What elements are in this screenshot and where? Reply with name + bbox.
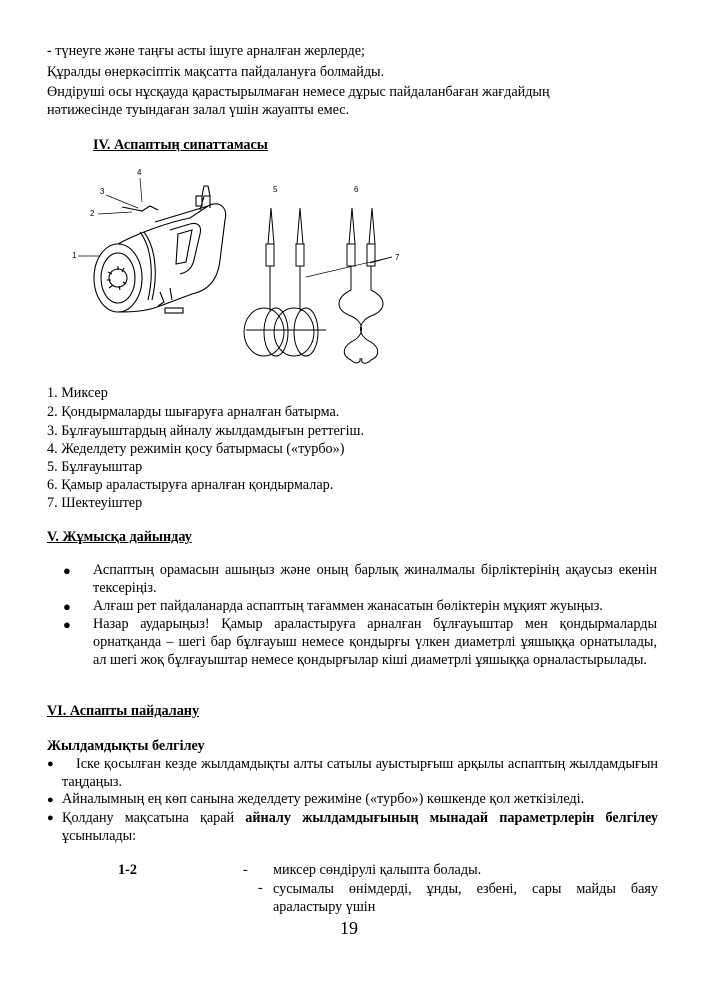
legend-item: 1. Миксер (47, 385, 108, 401)
intro-line: Құралды өнеркәсіптік мақсатта пайдалануға болмайды. (47, 64, 385, 80)
usage-bullet-3-suffix: ұсынылады: (62, 828, 137, 844)
intro-line: - түнеуге және таңғы асты ішуге арналған жерлерде; (47, 43, 365, 59)
usage-bullet-3 (62, 809, 658, 845)
dough-hooks-illustration (339, 208, 383, 363)
bullet-dot: ● (63, 617, 71, 632)
speed-item: сусымалы өнімдерді, ұнды, езбені, сары майды баяу араластыру үшін (273, 881, 658, 915)
bullet-dot: ● (47, 812, 54, 824)
speed-subtitle: Жылдамдықты белгілеу (47, 738, 205, 754)
speed-range-label: 1-2 (118, 862, 137, 878)
figure-label-1: 1 (72, 251, 77, 260)
beaters-illustration (244, 208, 326, 356)
prep-bullet: Назар аударыңыз! Қамыр араластыруға арналған бұлғауыштар мен қондырмаларды орнатқанда – шегі бар бұлғауыш немесе қондырғы үлкен диаметрлі ұяшыққа орнатылады, ал шегі жоқ бұлғауыштар немесе қондырғылар кіші диаметрлі ұяшыққа орналастырылады. (93, 616, 657, 668)
prep-bullet: Аспаптың орамасын ашыңыз және оның барлық жиналмалы бірліктерінің ақаусыз екенін тексеріңіз. (93, 562, 657, 596)
figure-label-4: 4 (137, 168, 142, 177)
mixer-figure (60, 160, 430, 375)
bullet-dot: ● (63, 563, 71, 578)
bullet-dot: ● (47, 758, 54, 770)
figure-label-3: 3 (100, 187, 105, 196)
usage-bullet: Айналымның ең көп санына жеделдету режиміне («турбо») көшкенде қол жеткізіледі. (62, 791, 585, 807)
legend-item: 5. Бұлғауыштар (47, 459, 143, 475)
figure-label-2: 2 (90, 209, 95, 218)
bullet-dot: ● (63, 599, 71, 614)
page-number: 19 (340, 918, 358, 938)
legend-item: 2. Қондырмаларды шығаруға арналған батырма. (47, 404, 340, 420)
figure-label-7: 7 (395, 253, 400, 262)
usage-bullet: Іске қосылған кезде жылдамдықты алты сатылы ауыстырғыш арқылы аспаптың жылдамдығын таңдаңыз. (62, 756, 658, 790)
usage-bullet-3-prefix: Қолдану мақсатына қарай (62, 810, 246, 826)
bullet-dot: ● (47, 794, 54, 806)
legend-item: 4. Жеделдету режимін қосу батырмасы («турбо») (47, 441, 345, 457)
speed-dash: - (258, 880, 263, 896)
figure-label-5: 5 (273, 185, 278, 194)
intro-line: Өндіруші осы нұсқауда қарастырылмаған немесе дұрыс пайдаланбаған жағдайдың (47, 84, 550, 100)
speed-item: миксер сөндірулі қалыпта болады. (273, 862, 482, 878)
section-title-vi: VI. Аспапты пайдалану (47, 703, 200, 719)
section-title-iv: IV. Аспаптың сипаттамасы (93, 137, 268, 153)
section-title-v: V. Жұмысқа дайындау (47, 529, 192, 545)
speed-dash: - (243, 862, 248, 878)
prep-bullet: Алғаш рет пайдаланарда аспаптың тағаммен жанасатын бөліктерін мұқият жуыңыз. (93, 598, 603, 614)
legend-item: 7. Шектеуіштер (47, 495, 143, 511)
legend-item: 3. Бұлғауыштардың айналу жылдамдығын реттегіш. (47, 423, 365, 439)
usage-bullet-3-bold: айналу жылдамдығының мынадай параметрлерін белгілеу (245, 810, 659, 826)
legend-item: 6. Қамыр араластыруға арналған қондырмалар. (47, 477, 334, 493)
figure-label-6: 6 (354, 185, 359, 194)
intro-line: нәтижесінде туындаған залал үшін жауапты емес. (47, 102, 350, 118)
mixer-illustration (94, 186, 226, 313)
